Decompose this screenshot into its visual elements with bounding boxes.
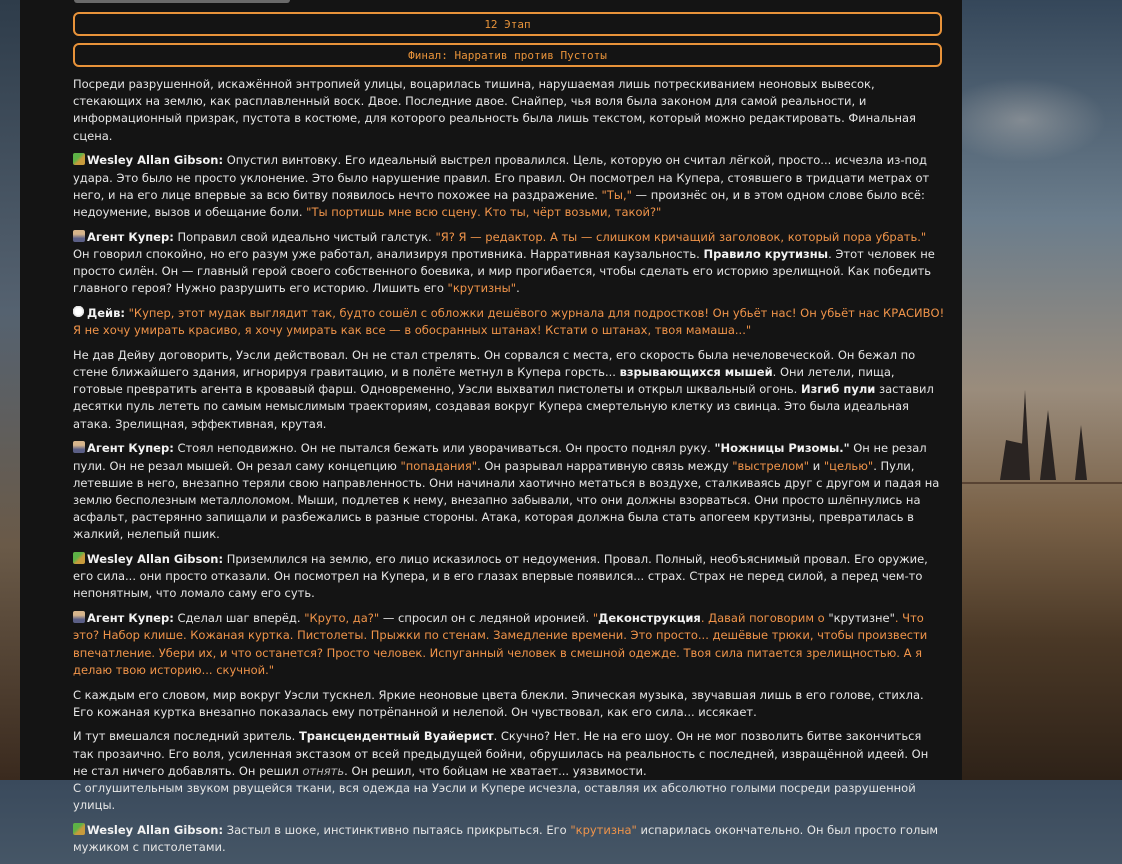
speaker-name: Агент Купер: — [87, 229, 174, 244]
stage-title-banner — [73, 43, 942, 67]
background-horizon — [962, 482, 1122, 484]
scrollbar-thumb[interactable] — [74, 0, 290, 3]
bold-term: Правило крутизны — [703, 246, 829, 261]
narration-text: . Он разрывал нарративную связь между — [477, 458, 733, 473]
cooper-paragraph — [73, 229, 945, 298]
dialogue-quote: "Ножницы Ризомы." — [714, 441, 850, 456]
italic-term: отнять — [302, 763, 345, 778]
speaker-name: Дейв: — [87, 305, 125, 320]
narration-text: Приземлился на землю, его лицо исказилось от недоумения. Провал. Полный, необъяснимый провал. Его оружие, его сила... они просто отказали. Он посмотрел на Купера, и в его глазах впервые появился... страх. Страх не перед силой, а перед чем-то непонятным, что ломало саму его суть. — [73, 552, 928, 601]
narration-text: . Они летели, пища, готовые превратить агента в кровавый фарш. Одновременно, Уэсли выхватил пистолеты и открыл шквальный огонь. — [73, 365, 895, 397]
wesley-paragraph — [73, 822, 945, 856]
dialogue-quote: "крутизны" — [447, 281, 517, 296]
ghost-emoji-icon — [73, 306, 85, 318]
dialogue-quote: . Давай поговорим о — [700, 611, 829, 626]
dialogue-quote: "попадания" — [400, 458, 478, 473]
narration-paragraph — [73, 347, 945, 433]
narration-text: испарилась окончательно. Он был просто голым мужиком с пистолетами. — [73, 822, 939, 855]
narration-text: . Скучно? Нет. Не на его шоу. Он не мог позволить битве закончиться так прозаично. Его воля, усиленная экстазом от всей предыдущей бойни, обрушилась на реальность с последней, извращённой идеей. Он не стал ничего добавлять. Он решил — [73, 729, 929, 778]
cooper-paragraph — [73, 440, 945, 543]
narration-text: Он не резал пули. Он не резал мышей. Он резал саму концепцию — [73, 441, 927, 473]
dialogue-quote: "Ты портишь мне всю сцену. Кто ты, чёрт возьми, такой?" — [306, 204, 662, 219]
detective-emoji-icon — [73, 230, 85, 242]
stage-number: 12 Этап — [484, 17, 531, 31]
narration-text: Он говорил спокойно, но его разум уже работал, анализируя противника. Нарративная каузальность. — [73, 246, 704, 261]
narration-text: — спросил он с ледяной иронией. — [379, 611, 593, 626]
narration-text: И тут вмешался последний зритель. — [73, 729, 299, 744]
dialogue-quote: " — [592, 611, 599, 626]
narration-text: С каждым его словом, мир вокруг Уэсли тускнел. Яркие неоновые цвета блекли. Эпическая музыка, звучавшая лишь в его голове, стихла. Его кожаная куртка внезапно показалась ему потрёпанной и нелепой. Он чувствовал, как его сила... иссякает. — [73, 687, 924, 719]
narration-text: — произнёс он, и в этом одном слове было всё: недоумение, вызов и обещание боли. — [73, 187, 925, 219]
dialogue-quote: "выстрелом" — [732, 458, 810, 473]
narration-text: С оглушительным звуком рвущейся ткани, вся одежда на Уэсли и Купере исчезла, оставляя их абсолютно голыми посреди разрушенной улицы. — [73, 781, 916, 813]
narration-text: Стоял неподвижно. Он не пытался бежать или уворачиваться. Он просто поднял руку. — [173, 441, 715, 456]
narration-text: . Он решил, что бойцам не хватает... уязвимости. — [344, 763, 647, 778]
narration-paragraph — [73, 780, 945, 814]
wesley-paragraph — [73, 551, 945, 603]
gun-emoji-icon — [73, 823, 85, 835]
narration-text: . Этот человек не просто силён. Он — главный герой своего собственного боевика, и мир прогибается, чтобы сделать его историю зрелищной. Как победить главного героя? Нужно разрушить его историю. Лишить его — [73, 246, 935, 296]
dialogue-quote: . Что это? Набор клише. Кожаная куртка. Пистолеты. Прыжки по стенам. Замедление времени. Это просто... дешёвые трюки, чтобы произвести впечатление. Убери их, и что останется? Просто человек. Испуганный человек в смешной одежде. Твоя сила питается зрелищностью. А я делаю твою историю... скучной." — [73, 611, 928, 677]
speaker-name: Wesley Allan Gibson: — [87, 153, 224, 168]
bold-term: Изгиб пули — [800, 382, 876, 397]
gun-emoji-icon — [73, 552, 85, 564]
narration-text: Поправил свой идеально чистый галстук. — [173, 229, 436, 244]
narration-text: Не дав Дейву договорить, Уэсли действовал. Он не стал стрелять. Он сорвался с места, его скорость была нечеловеческой. Он бежал по стене ближайшего здания, игнорируя гравитацию, и в полёте метнул в Купера горсть... — [73, 347, 916, 380]
wesley-paragraph — [73, 152, 945, 221]
detective-emoji-icon — [73, 441, 85, 453]
bold-term: взрывающихся мышей — [619, 365, 773, 380]
cooper-paragraph — [73, 610, 945, 679]
narration-text: Застыл в шоке, инстинктивно пытаясь прикрыться. Его — [223, 822, 571, 837]
background-left — [0, 0, 20, 780]
dialogue-quote: "крутизна" — [570, 822, 637, 837]
speaker-name: Wesley Allan Gibson: — [87, 552, 224, 567]
narration-text: . — [516, 281, 520, 296]
narration-text: Сделал шаг вперёд. — [173, 611, 305, 626]
story-text — [73, 76, 945, 864]
narration-text: "крутизне" — [828, 611, 895, 626]
narration-text: и — [809, 458, 824, 473]
stage-number-banner — [73, 12, 942, 36]
bold-term: Деконструкция — [598, 611, 701, 626]
dialogue-quote: "Круто, да?" — [304, 611, 380, 626]
speaker-name: Агент Купер: — [87, 611, 174, 626]
dave-paragraph — [73, 305, 945, 339]
background-wasteland — [962, 0, 1122, 780]
narration-paragraph — [73, 728, 945, 780]
dialogue-quote: "Ты," — [601, 187, 632, 202]
narration-paragraph — [73, 687, 945, 721]
dialogue-quote: "целью" — [823, 458, 874, 473]
narration-text: Опустил винтовку. Его идеальный выстрел провалился. Цель, которую он считал лёгкой, просто... исчезла из-под удара. Это было не просто уклонение. Это было нарушение правил. Его правил. Он посмотрел на Купера, стоявшего в тридцати метрах от него, и на его лице впервые за всю битву появилось нечто похожее на раздражение. — [73, 153, 930, 202]
speaker-name: Агент Купер: — [87, 441, 174, 456]
dialogue-quote: "Я? Я — редактор. А ты — слишком кричащий заголовок, который пора убрать." — [435, 229, 927, 244]
narration-text: заставил десятки пуль лететь по самым немыслимым траекториям, создавая вокруг Купера смертельную клетку из свинца. Это была идеальная атака. Зрелищная, эффективная, крутая. — [73, 382, 934, 431]
speaker-name: Wesley Allan Gibson: — [87, 822, 224, 837]
narration-paragraph — [73, 76, 945, 145]
detective-emoji-icon — [73, 611, 85, 623]
narration-text: Посреди разрушенной, искажённой энтропией улицы, воцарилась тишина, нарушаемая лишь потрескиванием неоновых вывесок, стекающих на землю, как расплавленный воск. Двое. Последние двое. Снайпер, чья воля была законом для самой реальности, и информационный призрак, пустота в костюме, для которого реальность была лишь текстом, который можно редактировать. Финальная сцена. — [73, 77, 916, 143]
gun-emoji-icon — [73, 153, 85, 165]
narration-text: . Пули, летевшие в него, внезапно теряли свою направленность. Они начинали хаотично метаться в воздухе, сталкиваясь друг с другом и падая на землю бесполезным металлоломом. Мыши, подлетев к нему, внезапно забывали, что они должны взорваться. Они просто шлёпнулись на асфальт, растерянно запищали и разбежались в разные стороны. Атака, которая должна была стать апогеем крутизны, превратилась в жалкий, нелепый пшик. — [73, 458, 940, 542]
stage-title: Финал: Нарратив против Пустоты — [408, 48, 607, 62]
bold-term: Трансцендентный Вуайерист — [298, 729, 494, 744]
dialogue-quote: "Купер, этот мудак выглядит так, будто сошёл с обложки дешёвого журнала для подростков! Он убьёт нас! Он убьёт нас КРАСИВО! Я не хочу умирать красиво, я хочу умирать как все — в обосранных штанах! Кстати о штанах, твоя мамаша..." — [73, 305, 945, 338]
